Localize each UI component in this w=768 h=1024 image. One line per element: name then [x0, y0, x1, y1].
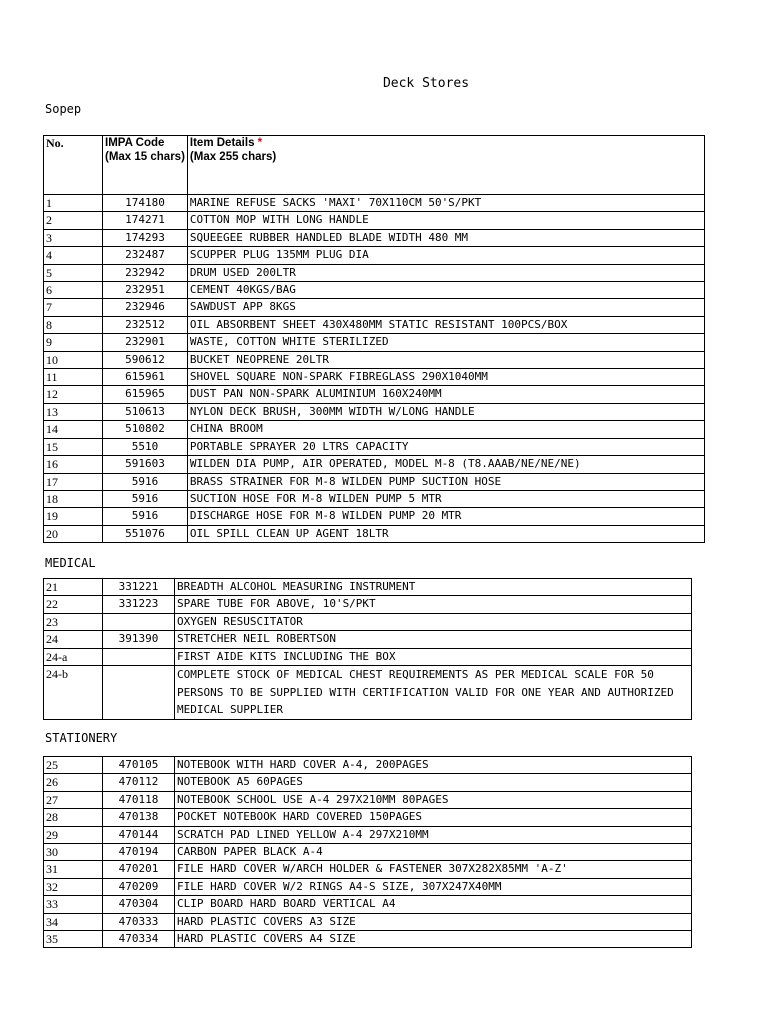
- table-row: [44, 490, 705, 507]
- sopep-rows: [44, 195, 705, 543]
- cell-item-details: FILE HARD COVER W/ARCH HOLDER & FASTENER 307X282X85MM 'A-Z': [175, 861, 692, 878]
- table-row: [44, 896, 692, 913]
- cell-item-details: BUCKET NEOPRENE 20LTR: [187, 351, 704, 368]
- medical-rows: [44, 579, 692, 720]
- stationery-rows: [44, 757, 692, 948]
- cell-no: 16: [44, 456, 103, 473]
- cell-no: 14: [44, 421, 103, 438]
- cell-impa-code: 470105: [103, 757, 175, 774]
- cell-impa-code: 470304: [103, 896, 175, 913]
- cell-item-details: DRUM USED 200LTR: [187, 264, 704, 281]
- cell-no: 5: [44, 264, 103, 281]
- table-row: [44, 229, 705, 246]
- table-row: [44, 195, 705, 212]
- cell-impa-code: 232951: [103, 282, 188, 299]
- cell-no: 35: [44, 931, 103, 948]
- table-row: [44, 596, 692, 613]
- cell-no: 24: [44, 631, 103, 648]
- cell-impa-code: 232901: [103, 334, 188, 351]
- cell-impa-code: 470138: [103, 809, 175, 826]
- table-row: [44, 456, 705, 473]
- cell-no: 9: [44, 334, 103, 351]
- table-row: [44, 264, 705, 281]
- table-row: [44, 334, 705, 351]
- table-row: [44, 351, 705, 368]
- table-row: [44, 386, 705, 403]
- table-row: [44, 809, 692, 826]
- cell-no: 24-a: [44, 648, 103, 665]
- section-title-stationery: STATIONERY: [45, 731, 118, 745]
- table-header-row: [44, 136, 705, 195]
- cell-impa-code: 174271: [103, 212, 188, 229]
- table-row: [44, 282, 705, 299]
- cell-no: 22: [44, 596, 103, 613]
- cell-item-details: WASTE, COTTON WHITE STERILIZED: [187, 334, 704, 351]
- table-row: [44, 878, 692, 895]
- cell-item-details: DUST PAN NON-SPARK ALUMINIUM 160X240MM: [187, 386, 704, 403]
- cell-no: 7: [44, 299, 103, 316]
- cell-no: 29: [44, 826, 103, 843]
- cell-impa-code: 232946: [103, 299, 188, 316]
- cell-impa-code: 470201: [103, 861, 175, 878]
- medical-table: [43, 578, 692, 720]
- table-row: [44, 931, 692, 948]
- cell-item-details: OXYGEN RESUSCITATOR: [175, 613, 692, 630]
- cell-no: 25: [44, 757, 103, 774]
- cell-no: 33: [44, 896, 103, 913]
- section-title-sopep: Sopep: [45, 102, 82, 116]
- cell-item-details: NOTEBOOK SCHOOL USE A-4 297X210MM 80PAGES: [175, 791, 692, 808]
- cell-item-details: SCRATCH PAD LINED YELLOW A-4 297X210MM: [175, 826, 692, 843]
- table-row: [44, 666, 692, 720]
- cell-no: 20: [44, 525, 103, 542]
- header-no: No.: [44, 136, 103, 195]
- cell-item-details: COMPLETE STOCK OF MEDICAL CHEST REQUIREMENTS AS PER MEDICAL SCALE FOR 50 PERSONS TO BE SUPPLIED WITH CERTIFICATION VALID FOR ONE YEAR AND AUTHORIZED MEDICAL SUPPLIER: [175, 666, 692, 720]
- cell-impa-code: 470209: [103, 878, 175, 895]
- cell-no: 26: [44, 774, 103, 791]
- table-row: [44, 403, 705, 420]
- section-title-medical: MEDICAL: [45, 556, 96, 570]
- cell-no: 30: [44, 844, 103, 861]
- cell-no: 1: [44, 195, 103, 212]
- cell-item-details: SUCTION HOSE FOR M-8 WILDEN PUMP 5 MTR: [187, 490, 704, 507]
- cell-item-details: STRETCHER NEIL ROBERTSON: [175, 631, 692, 648]
- cell-impa-code: 510802: [103, 421, 188, 438]
- table-row: [44, 613, 692, 630]
- cell-item-details: CLIP BOARD HARD BOARD VERTICAL A4: [175, 896, 692, 913]
- cell-item-details: COTTON MOP WITH LONG HANDLE: [187, 212, 704, 229]
- cell-no: 34: [44, 913, 103, 930]
- cell-no: 4: [44, 247, 103, 264]
- cell-no: 15: [44, 438, 103, 455]
- cell-item-details: CARBON PAPER BLACK A-4: [175, 844, 692, 861]
- cell-no: 10: [44, 351, 103, 368]
- cell-impa-code: 5916: [103, 508, 188, 525]
- table-row: [44, 648, 692, 665]
- cell-item-details: NOTEBOOK WITH HARD COVER A-4, 200PAGES: [175, 757, 692, 774]
- cell-impa-code: 174293: [103, 229, 188, 246]
- cell-no: 18: [44, 490, 103, 507]
- cell-item-details: FIRST AIDE KITS INCLUDING THE BOX: [175, 648, 692, 665]
- header-item-details: Item Details * (Max 255 chars): [187, 136, 704, 195]
- cell-item-details: DISCHARGE HOSE FOR M-8 WILDEN PUMP 20 MTR: [187, 508, 704, 525]
- cell-no: 13: [44, 403, 103, 420]
- cell-item-details: CHINA BROOM: [187, 421, 704, 438]
- cell-item-details: SHOVEL SQUARE NON-SPARK FIBREGLASS 290X1040MM: [187, 369, 704, 386]
- cell-item-details: BRASS STRAINER FOR M-8 WILDEN PUMP SUCTION HOSE: [187, 473, 704, 490]
- table-row: [44, 299, 705, 316]
- table-row: [44, 774, 692, 791]
- table-row: [44, 212, 705, 229]
- cell-item-details: SCUPPER PLUG 135MM PLUG DIA: [187, 247, 704, 264]
- cell-impa-code: 331221: [103, 579, 175, 596]
- table-row: [44, 913, 692, 930]
- cell-no: 21: [44, 579, 103, 596]
- cell-item-details: BREADTH ALCOHOL MEASURING INSTRUMENT: [175, 579, 692, 596]
- cell-item-details: CEMENT 40KGS/BAG: [187, 282, 704, 299]
- cell-impa-code: 5916: [103, 490, 188, 507]
- cell-impa-code: 232512: [103, 316, 188, 333]
- table-row: [44, 844, 692, 861]
- cell-no: 12: [44, 386, 103, 403]
- header-impa-code: IMPA Code (Max 15 chars): [103, 136, 188, 195]
- cell-impa-code: 470118: [103, 791, 175, 808]
- cell-item-details: PORTABLE SPRAYER 20 LTRS CAPACITY: [187, 438, 704, 455]
- cell-impa-code: 232487: [103, 247, 188, 264]
- cell-impa-code: [103, 666, 175, 720]
- table-row: [44, 757, 692, 774]
- cell-impa-code: 5916: [103, 473, 188, 490]
- cell-item-details: OIL ABSORBENT SHEET 430X480MM STATIC RESISTANT 100PCS/BOX: [187, 316, 704, 333]
- cell-no: 17: [44, 473, 103, 490]
- table-row: [44, 316, 705, 333]
- cell-impa-code: 470112: [103, 774, 175, 791]
- cell-item-details: SAWDUST APP 8KGS: [187, 299, 704, 316]
- cell-no: 3: [44, 229, 103, 246]
- cell-item-details: HARD PLASTIC COVERS A3 SIZE: [175, 913, 692, 930]
- cell-no: 8: [44, 316, 103, 333]
- table-row: [44, 369, 705, 386]
- cell-impa-code: 590612: [103, 351, 188, 368]
- cell-impa-code: 591603: [103, 456, 188, 473]
- cell-impa-code: 232942: [103, 264, 188, 281]
- cell-item-details: OIL SPILL CLEAN UP AGENT 18LTR: [187, 525, 704, 542]
- cell-item-details: SQUEEGEE RUBBER HANDLED BLADE WIDTH 480 MM: [187, 229, 704, 246]
- cell-item-details: HARD PLASTIC COVERS A4 SIZE: [175, 931, 692, 948]
- table-row: [44, 525, 705, 542]
- cell-item-details: NYLON DECK BRUSH, 300MM WIDTH W/LONG HANDLE: [187, 403, 704, 420]
- table-row: [44, 421, 705, 438]
- cell-impa-code: 470144: [103, 826, 175, 843]
- table-row: [44, 473, 705, 490]
- cell-impa-code: [103, 648, 175, 665]
- cell-no: 2: [44, 212, 103, 229]
- table-row: [44, 791, 692, 808]
- cell-impa-code: 551076: [103, 525, 188, 542]
- table-row: [44, 826, 692, 843]
- cell-impa-code: 331223: [103, 596, 175, 613]
- cell-item-details: MARINE REFUSE SACKS 'MAXI' 70X110CM 50'S/PKT: [187, 195, 704, 212]
- cell-no: 11: [44, 369, 103, 386]
- cell-no: 27: [44, 791, 103, 808]
- table-row: [44, 579, 692, 596]
- sopep-table: [43, 135, 705, 543]
- cell-no: 24-b: [44, 666, 103, 720]
- cell-impa-code: 510613: [103, 403, 188, 420]
- cell-no: 28: [44, 809, 103, 826]
- cell-impa-code: 470333: [103, 913, 175, 930]
- stationery-table: [43, 756, 692, 948]
- cell-no: 6: [44, 282, 103, 299]
- cell-impa-code: 174180: [103, 195, 188, 212]
- cell-no: 32: [44, 878, 103, 895]
- table-row: [44, 631, 692, 648]
- cell-impa-code: 470334: [103, 931, 175, 948]
- table-row: [44, 508, 705, 525]
- cell-item-details: POCKET NOTEBOOK HARD COVERED 150PAGES: [175, 809, 692, 826]
- page-title: Deck Stores: [382, 76, 470, 91]
- cell-impa-code: 615961: [103, 369, 188, 386]
- table-row: [44, 438, 705, 455]
- table-row: [44, 247, 705, 264]
- cell-item-details: SPARE TUBE FOR ABOVE, 10'S/PKT: [175, 596, 692, 613]
- cell-item-details: WILDEN DIA PUMP, AIR OPERATED, MODEL M-8 (T8.AAAB/NE/NE/NE): [187, 456, 704, 473]
- cell-impa-code: 470194: [103, 844, 175, 861]
- cell-item-details: FILE HARD COVER W/2 RINGS A4-S SIZE, 307X247X40MM: [175, 878, 692, 895]
- cell-no: 23: [44, 613, 103, 630]
- cell-impa-code: [103, 613, 175, 630]
- table-row: [44, 861, 692, 878]
- cell-no: 19: [44, 508, 103, 525]
- cell-impa-code: 615965: [103, 386, 188, 403]
- cell-item-details: NOTEBOOK A5 60PAGES: [175, 774, 692, 791]
- required-marker: *: [257, 137, 263, 149]
- cell-impa-code: 391390: [103, 631, 175, 648]
- cell-no: 31: [44, 861, 103, 878]
- cell-impa-code: 5510: [103, 438, 188, 455]
